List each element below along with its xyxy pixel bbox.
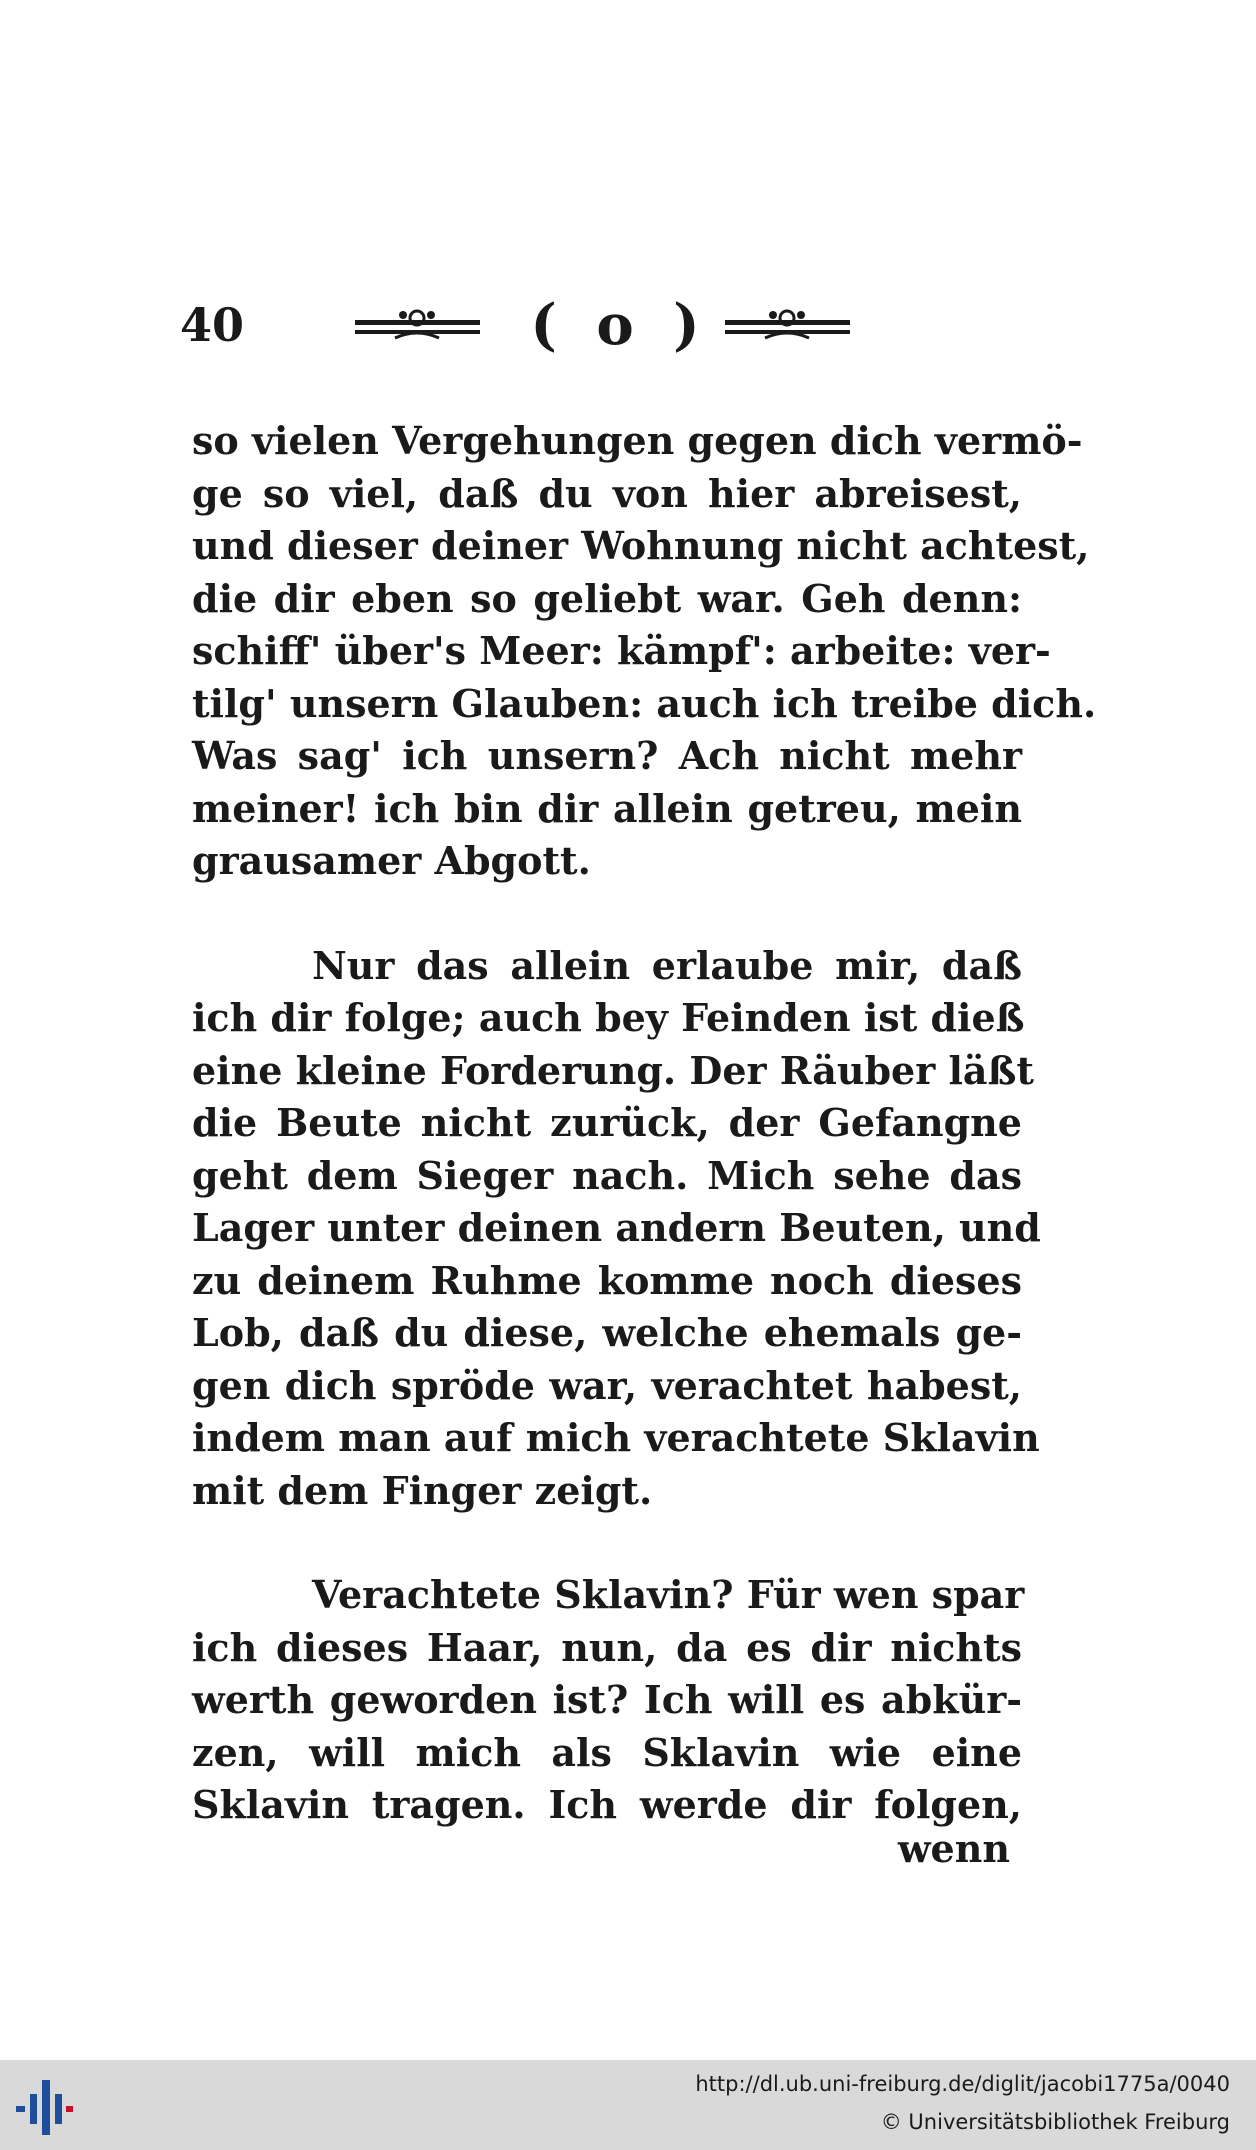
text-line: zu deinem Ruhme komme noch dieses	[192, 1257, 1022, 1303]
text-line: meiner! ich bin dir allein getreu, mein	[192, 785, 1022, 831]
text-line: Verachtete Sklavin? Für wen spar	[312, 1572, 1025, 1617]
text-line: gen dich spröde war, verachtet habest,	[192, 1362, 1022, 1408]
text-line: grausamer Abgott.	[192, 838, 591, 883]
page-number: 40	[180, 298, 245, 352]
text-line: ich dieses Haar, nun, da es dir nichts	[192, 1624, 1022, 1670]
text-line: ge so viel, daß du von hier abreisest,	[192, 470, 1022, 516]
text-line: tilg' unsern Glauben: auch ich treibe dich.	[192, 680, 1097, 726]
text-line: ich dir folge; auch bey Feinden ist dieß	[192, 995, 1025, 1040]
text-line: indem man auf mich verachtete Sklavin	[192, 1415, 1040, 1460]
text-line: mit dem Finger zeigt.	[192, 1467, 653, 1513]
text-line: Lager unter deinen andern Beuten, und	[192, 1205, 1041, 1250]
text-line: zen, will mich als Sklavin wie eine	[192, 1729, 1022, 1775]
running-head: ( o )	[530, 292, 710, 358]
footer-bar	[0, 2060, 1256, 2150]
copyright-text: © Universitätsbibliothek Freiburg	[880, 2110, 1230, 2134]
paragraph-1	[192, 415, 1097, 888]
text-line: die Beute nicht zurück, der Gefangne	[192, 1100, 1022, 1145]
text-line: geht dem Sieger nach. Mich sehe das	[192, 1152, 1022, 1198]
text-line: schiff' über's Meer: kämpf': arbeite: ver-	[192, 628, 1051, 673]
paragraph-3	[192, 1569, 1025, 1832]
text-line: Lob, daß du diese, welche ehemals ge-	[192, 1310, 1022, 1355]
body-text	[192, 415, 1097, 1832]
text-line: eine kleine Forderung. Der Räuber läßt	[192, 1047, 1034, 1093]
ornament-right-icon	[725, 306, 850, 346]
text-line: so vielen Vergehungen gegen dich vermö-	[192, 418, 1083, 463]
text-line: und dieser deiner Wohnung nicht achtest,	[192, 523, 1090, 568]
catchword: wenn	[897, 1826, 1010, 1871]
paragraph-2	[192, 940, 1041, 1518]
text-line: Nur das allein erlaube mir, daß	[312, 942, 1022, 988]
text-line: die dir eben so geliebt war. Geh denn:	[192, 575, 1022, 621]
text-line: Was sag' ich unsern? Ach nicht mehr	[192, 733, 1022, 778]
source-url-link[interactable]: http://dl.ub.uni-freiburg.de/diglit/jacobi1775a/0040	[695, 2072, 1230, 2096]
library-logo-icon	[14, 2080, 74, 2135]
text-line: Sklavin tragen. Ich werde dir folgen,	[192, 1782, 1022, 1827]
page-header	[180, 290, 1030, 360]
ornament-left-icon	[355, 306, 480, 346]
text-line: werth geworden ist? Ich will es abkür-	[192, 1677, 1022, 1722]
